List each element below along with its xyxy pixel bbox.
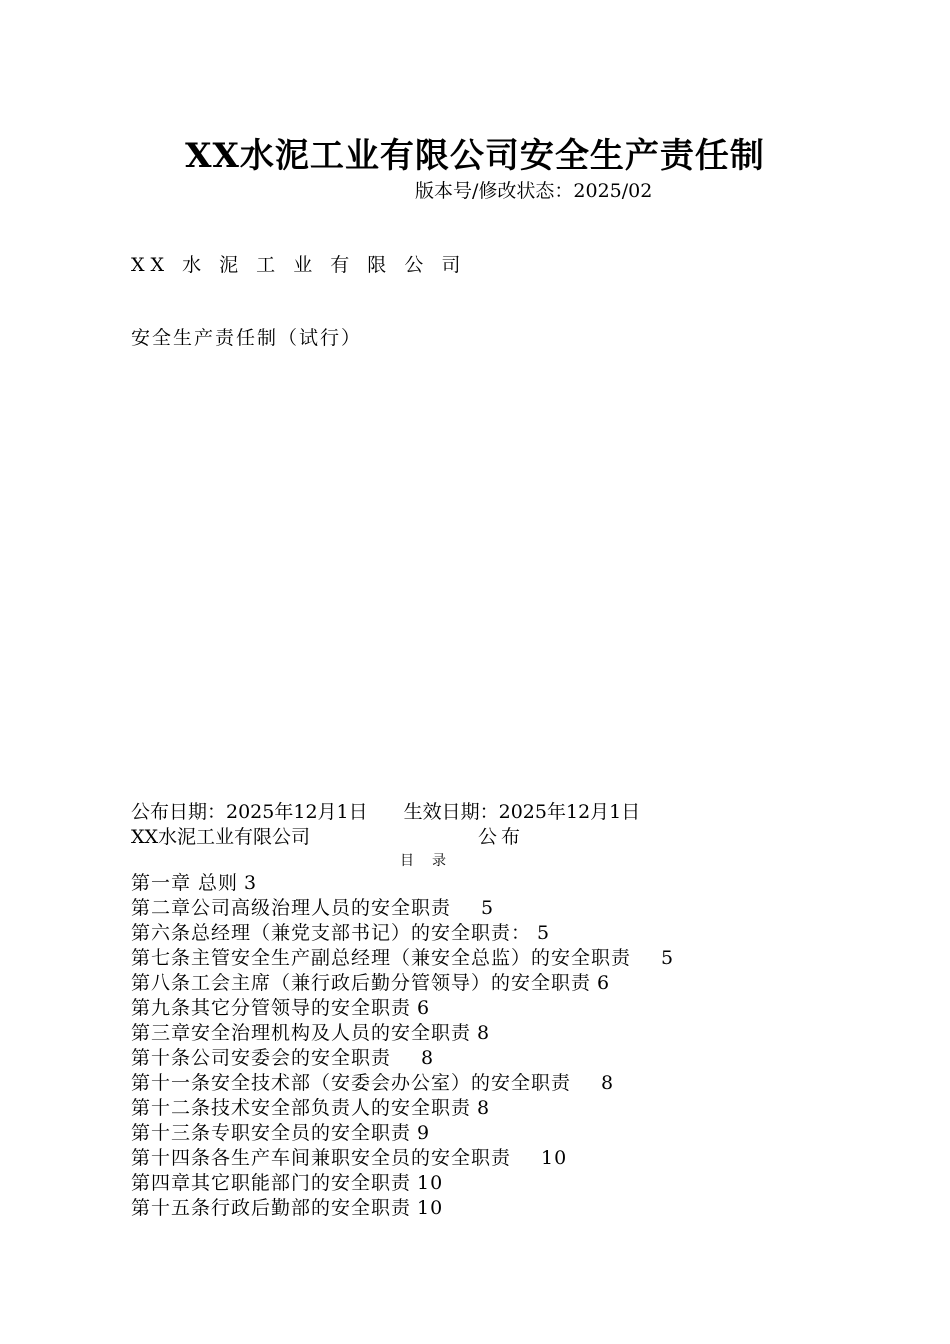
toc-item-page: 10: [417, 1172, 444, 1194]
toc-item[interactable]: [131, 1196, 831, 1221]
toc-item[interactable]: [131, 1046, 831, 1071]
version-label: 版本号/修改状态：2025/02: [415, 180, 653, 202]
toc-item-page: 8: [477, 1022, 491, 1044]
toc-item-text: 第十条公司安委会的安全职责: [131, 1047, 392, 1069]
document-subtitle: 安全生产责任制（试行）: [131, 327, 363, 349]
toc-item-text: 第十一条安全技术部（安委会办公室）的安全职责: [131, 1072, 572, 1094]
toc-item-text: 第七条主管安全生产副总经理（兼安全总监）的安全职责: [131, 947, 632, 969]
dates-line: [131, 797, 640, 824]
toc-item-text: 第六条总经理（兼党支部书记）的安全职责：: [131, 922, 532, 944]
toc-item-text: 第一章 总则: [131, 872, 239, 894]
toc-item[interactable]: [131, 1096, 831, 1121]
document-title: XX水泥工业有限公司安全生产责任制: [185, 136, 765, 176]
toc-heading: 目录: [400, 853, 464, 869]
table-of-contents: [131, 871, 831, 1221]
toc-item[interactable]: [131, 971, 831, 996]
toc-item[interactable]: [131, 1171, 831, 1196]
toc-item-text: 第十三条专职安全员的安全职责: [131, 1122, 412, 1144]
toc-item-page: 6: [597, 972, 611, 994]
toc-item-text: 第十二条技术安全部负责人的安全职责: [131, 1097, 472, 1119]
toc-item[interactable]: [131, 1021, 831, 1046]
toc-item-text: 第九条其它分管领导的安全职责: [131, 997, 412, 1019]
toc-item-text: 第十五条行政后勤部的安全职责: [131, 1197, 412, 1219]
toc-item-page: 8: [601, 1072, 615, 1094]
publish-date: 公布日期：2025年12月1日: [131, 801, 368, 823]
toc-item[interactable]: [131, 1146, 831, 1171]
toc-item[interactable]: [131, 996, 831, 1021]
toc-item[interactable]: [131, 946, 831, 971]
toc-item-page: 8: [477, 1097, 491, 1119]
publish-word: 公布: [478, 826, 525, 848]
toc-item-page: 8: [421, 1047, 435, 1069]
toc-item-page: 5: [661, 947, 675, 969]
effective-date: 生效日期：2025年12月1日: [403, 801, 641, 823]
toc-item-page: 9: [417, 1122, 431, 1144]
toc-item-page: 5: [537, 922, 551, 944]
company-name: XX 水 泥 工 业 有 限 公 司: [131, 254, 467, 276]
toc-item-text: 第二章公司高级治理人员的安全职责: [131, 897, 452, 919]
toc-item-page: 10: [417, 1197, 444, 1219]
toc-item-page: 5: [481, 897, 495, 919]
toc-item-page: 10: [541, 1147, 568, 1169]
toc-item-text: 第八条工会主席（兼行政后勤分管领导）的安全职责: [131, 972, 592, 994]
toc-item-text: 第三章安全治理机构及人员的安全职责: [131, 1022, 472, 1044]
toc-item-page: 6: [417, 997, 431, 1019]
toc-item[interactable]: [131, 1071, 831, 1096]
toc-item-text: 第十四条各生产车间兼职安全员的安全职责: [131, 1147, 512, 1169]
toc-item-text: 第四章其它职能部门的安全职责: [131, 1172, 412, 1194]
toc-item[interactable]: [131, 871, 831, 896]
publisher-line: [131, 822, 831, 849]
toc-item[interactable]: [131, 921, 831, 946]
toc-item[interactable]: [131, 1121, 831, 1146]
publisher-company: XX水泥工业有限公司: [131, 826, 311, 848]
toc-item[interactable]: [131, 896, 831, 921]
toc-item-page: 3: [244, 872, 258, 894]
